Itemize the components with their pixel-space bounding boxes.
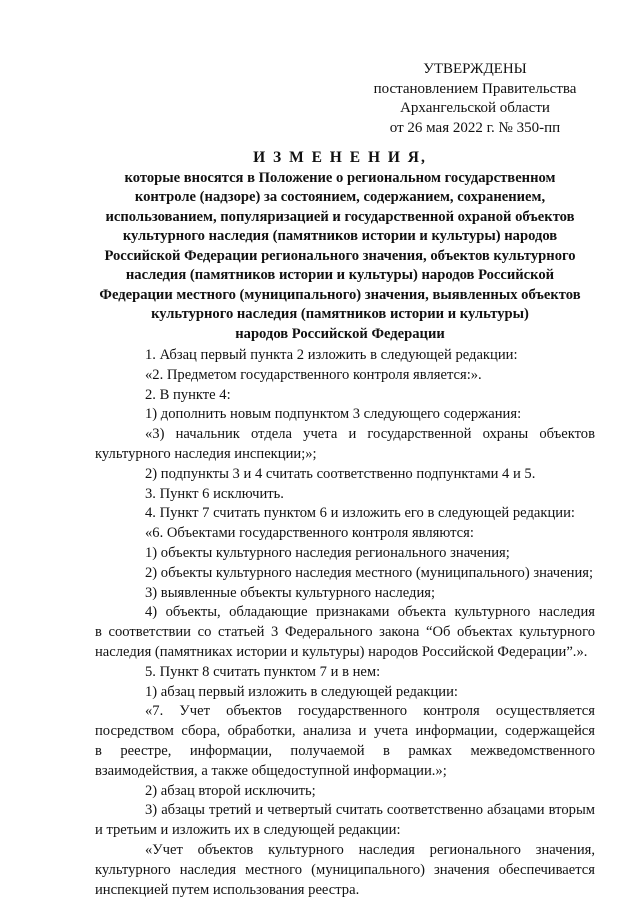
- heading-line: которые вносятся в Положение о региональном государственном: [124, 169, 556, 186]
- approval-line: постановлением Правительства: [373, 80, 577, 97]
- paragraph-line: 2) абзац второй исключить;: [145, 782, 316, 799]
- paragraph-line: и третьим и изложить их в следующей редакции:: [95, 822, 401, 839]
- heading-line: народов Российской Федерации: [235, 325, 445, 342]
- paragraph-line: «2. Предметом государственного контроля является:».: [145, 366, 482, 383]
- paragraph-line: «Учет объектов культурного наследия регионального значения,: [145, 841, 595, 858]
- document-heading: [80, 148, 600, 344]
- paragraph-line: 2) подпункты 3 и 4 считать соответственно подпунктами 4 и 5.: [145, 465, 536, 482]
- document-body: [95, 346, 595, 900]
- approval-stamp-title: УТВЕРЖДЕНЫ: [423, 61, 527, 77]
- approval-line: Архангельской области: [400, 100, 550, 116]
- paragraph-line: «3) начальник отдела учета и государственной охраны объектов: [145, 426, 595, 443]
- heading-line: культурного наследия (памятников истории и культуры) народов: [122, 228, 558, 244]
- paragraph-line: 1. Абзац первый пункта 2 изложить в следующей редакции:: [145, 347, 518, 363]
- paragraph-line: 4. Пункт 7 считать пунктом 6 и изложить его в следующей редакции:: [145, 505, 575, 522]
- paragraph-line: 2. В пункте 4:: [145, 386, 231, 403]
- paragraph-line: в соответствии со статьей 3 Федерального закона “Об объектах культурного: [95, 624, 595, 641]
- paragraph-line: «7. Учет объектов государственного контроля осуществляется: [145, 703, 595, 720]
- heading-line: Российской Федерации регионального значения, объектов культурного: [104, 247, 576, 264]
- approval-date-number: от 26 мая 2022 г. № 350-пп: [389, 119, 561, 136]
- approval-block: [355, 60, 595, 138]
- paragraph-line: 2) объекты культурного наследия местного (муниципального) значения;: [145, 564, 594, 581]
- paragraph-line: культурного наследия местного (муниципального) значения обеспечивается: [95, 861, 595, 878]
- document-title: И З М Е Н Е Н И Я,: [253, 149, 427, 166]
- heading-line: наследия (памятников истории и культуры) народов Российской: [125, 267, 555, 283]
- heading-line: контроле (надзоре) за состоянием, содержанием, сохранением,: [134, 189, 546, 205]
- heading-line: культурного наследия (памятников истории и культуры): [151, 306, 529, 322]
- paragraph-line: 3) выявленные объекты культурного наследия;: [145, 584, 436, 601]
- paragraph-line: наследия (памятниках истории и культуры) народов Российской Федерации”.».: [95, 643, 588, 660]
- heading-line: использованием, популяризацией и государственной охраной объектов: [105, 208, 575, 225]
- paragraph-line: 1) абзац первый изложить в следующей редакции:: [145, 683, 458, 700]
- heading-line: Федерации местного (муниципального) значения, выявленных объектов: [99, 286, 581, 303]
- paragraph-line: 4) объекты, обладающие признаками объекта культурного наследия: [145, 604, 595, 621]
- paragraph-line: 1) объекты культурного наследия регионального значения;: [145, 544, 510, 561]
- paragraph-line: культурного наследия инспекции;»;: [95, 445, 317, 462]
- paragraph-line: взаимодействия, а также общедоступной информации.»;: [95, 762, 447, 779]
- paragraph-line: 1) дополнить новым подпунктом 3 следующего содержания:: [145, 406, 522, 423]
- paragraph-line: «6. Объектами государственного контроля являются:: [145, 525, 474, 542]
- paragraph-line: 5. Пункт 8 считать пунктом 7 и в нем:: [145, 663, 381, 680]
- paragraph-line: посредством сбора, обработки, анализа и учета информации, содержащейся: [95, 723, 595, 740]
- paragraph-line: 3) абзацы третий и четвертый считать соответственно абзацами вторым: [145, 802, 595, 819]
- paragraph-line: 3. Пункт 6 исключить.: [145, 485, 284, 502]
- paragraph-line: в реестре, информации, получаемой в рамках межведомственного: [95, 742, 595, 759]
- paragraph-line: инспекцией путем использования реестра.: [95, 881, 360, 898]
